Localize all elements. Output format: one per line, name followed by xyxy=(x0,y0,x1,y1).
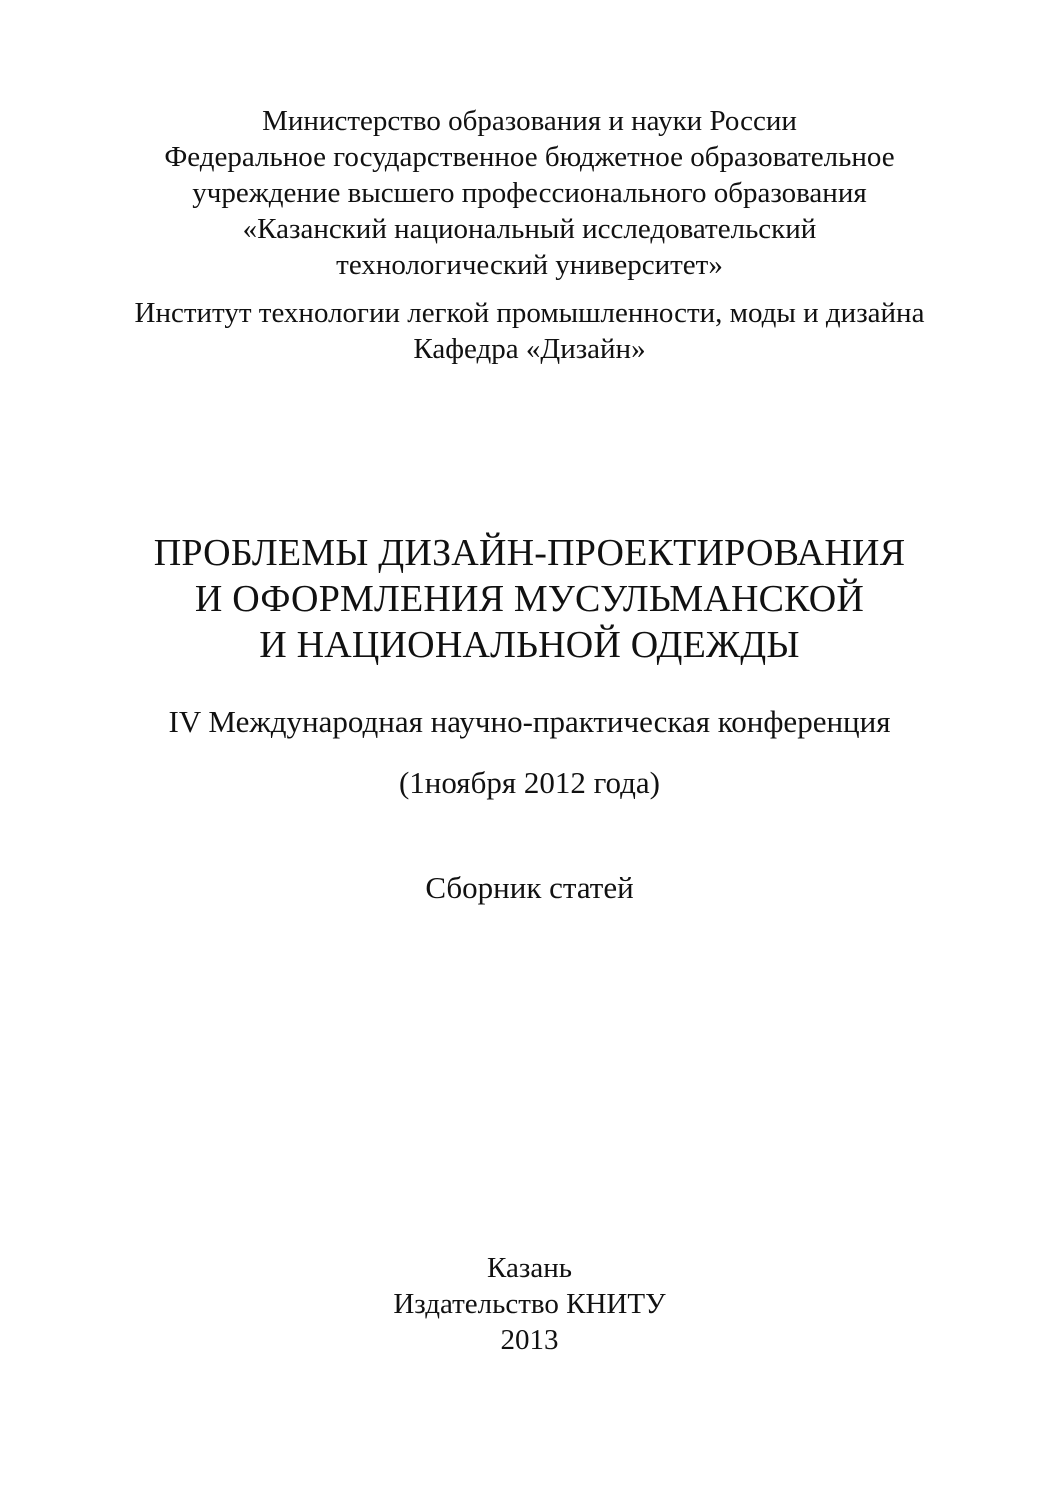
university-name-line-1: «Казанский национальный исследовательский xyxy=(242,213,817,245)
ministry-line: Министерство образования и науки России xyxy=(262,105,797,137)
title-line-2: И ОФОРМЛЕНИЯ МУСУЛЬМАНСКОЙ xyxy=(194,578,865,620)
conference-name: IV Международная научно-практическая конференция xyxy=(168,704,891,739)
publication-title xyxy=(0,530,1059,668)
institute-line: Институт технологии легкой промышленности, моды и дизайна xyxy=(134,297,925,329)
department-line: Кафедра «Дизайн» xyxy=(413,333,646,365)
publication-type xyxy=(0,868,1059,908)
conference-date-text: (1ноября 2012 года) xyxy=(398,765,661,800)
title-line-1: ПРОБЛЕМЫ ДИЗАЙН-ПРОЕКТИРОВАНИЯ xyxy=(153,532,906,574)
institution-line-2: учреждение высшего профессионального образования xyxy=(192,177,867,209)
conference-date xyxy=(0,763,1059,803)
imprint-year: 2013 xyxy=(500,1324,559,1356)
institution-line-1: Федеральное государственное бюджетное образовательное xyxy=(164,141,895,173)
publication-type-text: Сборник статей xyxy=(425,870,634,905)
imprint-publisher: Издательство КНИТУ xyxy=(393,1288,666,1320)
institution-header xyxy=(0,103,1059,367)
title-line-3: И НАЦИОНАЛЬНОЙ ОДЕЖДЫ xyxy=(259,624,800,666)
imprint-city: Казань xyxy=(487,1252,572,1284)
conference-subtitle xyxy=(0,702,1059,742)
imprint xyxy=(0,1250,1059,1358)
university-name-line-2: технологический университет» xyxy=(336,249,723,281)
